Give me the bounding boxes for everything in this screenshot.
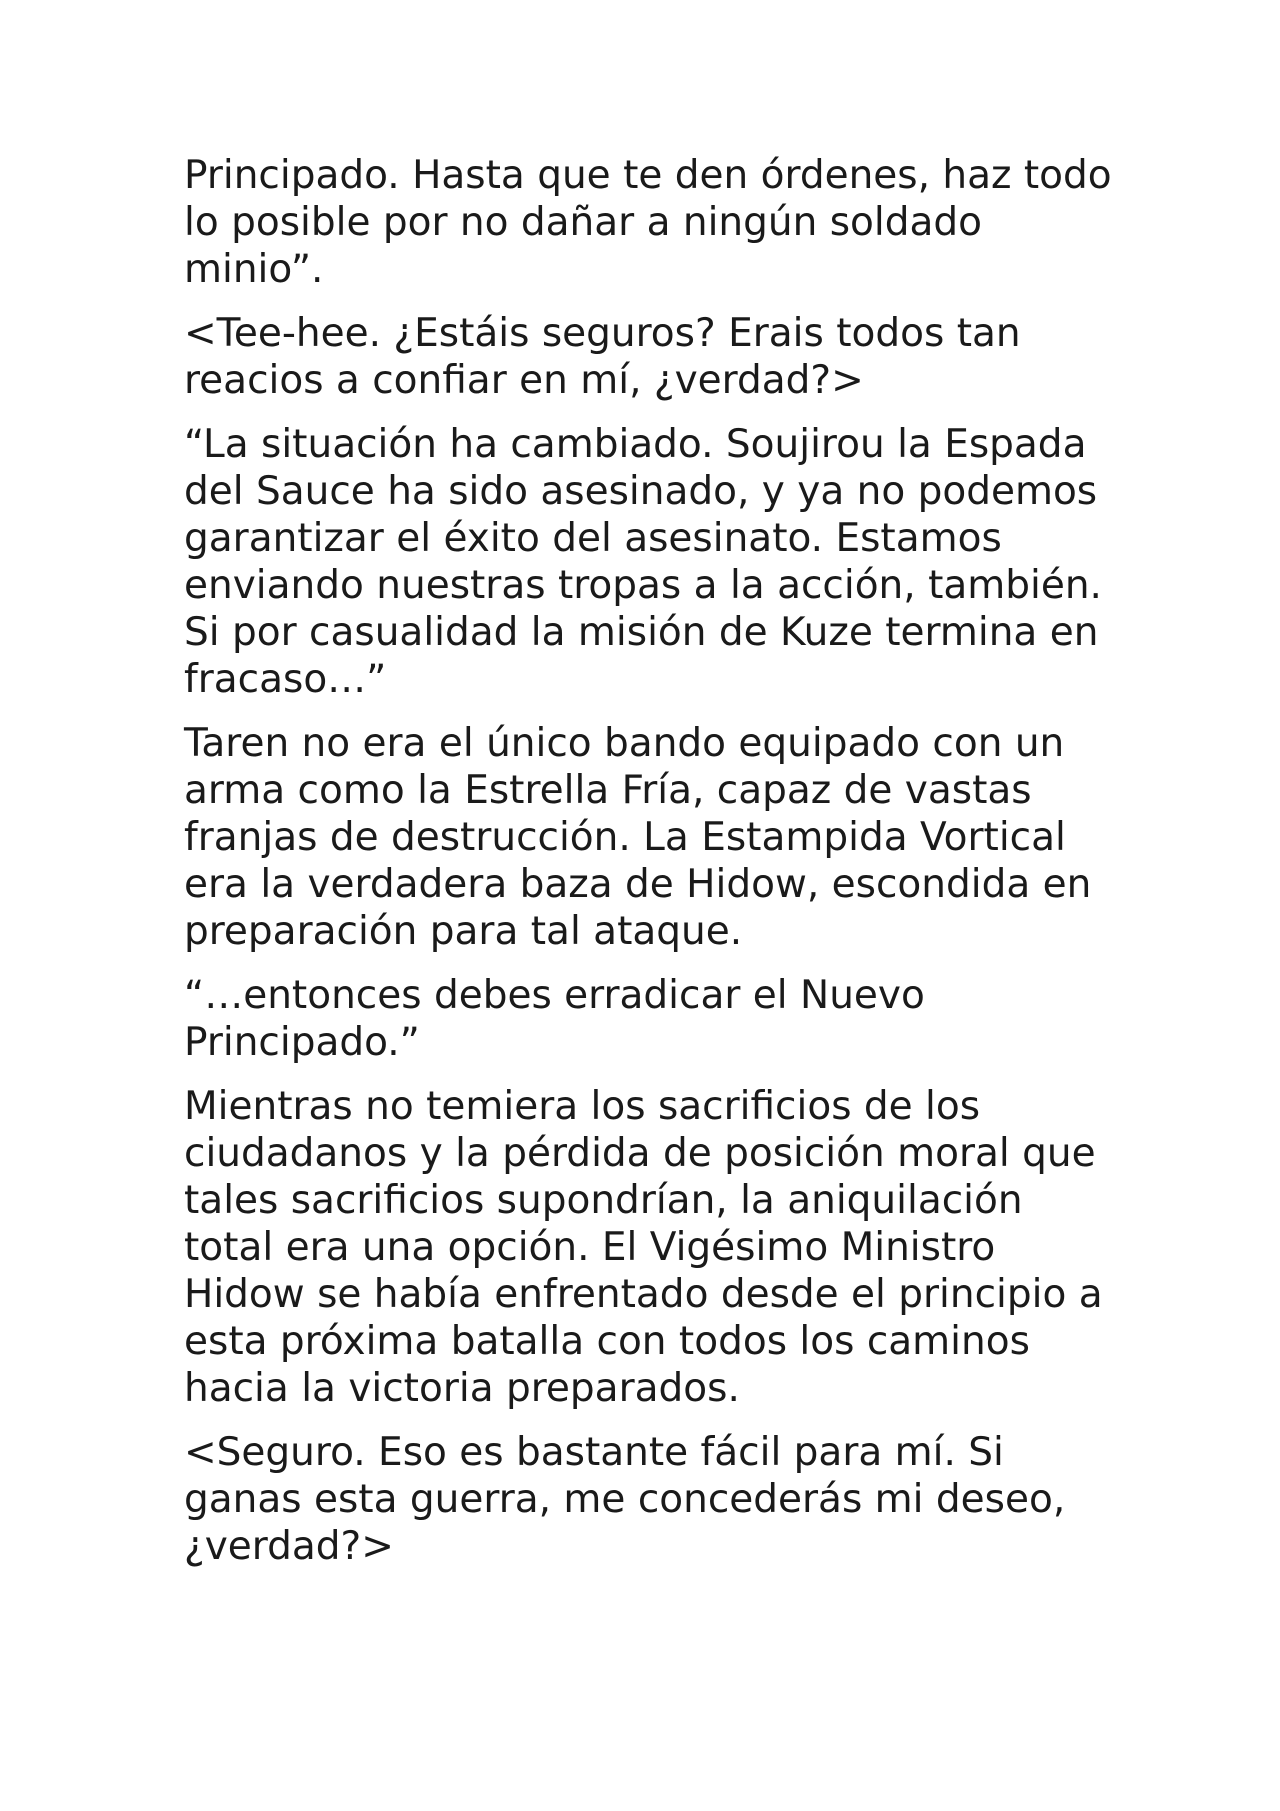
- paragraph: Taren no era el único bando equipado con un arma como la Estrella Fría, capaz de vastas franjas de destrucción. La Estampida Vortical era la verdadera baza de Hidow, escondida en preparación para tal ataque.: [184, 721, 1092, 954]
- paragraph: Principado. Hasta que te den órdenes, haz todo lo posible por no dañar a ningún soldado minio”.: [184, 153, 1112, 292]
- paragraph: “…entonces debes erradicar el Nuevo Principado.”: [184, 973, 925, 1065]
- body-text: [184, 152, 1124, 1587]
- paragraph: Mientras no temiera los sacrificios de los ciudadanos y la pérdida de posición moral que tales sacrificios supondrían, la aniquilación total era una opción. El Vigésimo Ministro Hidow se había enfrentado desde el principio a esta próxima batalla con todos los caminos hacia la victoria preparados.: [184, 1084, 1103, 1411]
- paragraph: <Seguro. Eso es bastante fácil para mí. Si ganas esta guerra, me concederás mi deseo, ¿verdad?>: [184, 1430, 1066, 1569]
- paragraph: “La situación ha cambiado. Soujirou la Espada del Sauce ha sido asesinado, y ya no podemos garantizar el éxito del asesinato. Estamos enviando nuestras tropas a la acción, también. Si por casualidad la misión de Kuze termina en fracaso…”: [184, 422, 1102, 702]
- paragraph: <Tee-hee. ¿Estáis seguros? Erais todos tan reacios a confiar en mí, ¿verdad?>: [184, 311, 1021, 403]
